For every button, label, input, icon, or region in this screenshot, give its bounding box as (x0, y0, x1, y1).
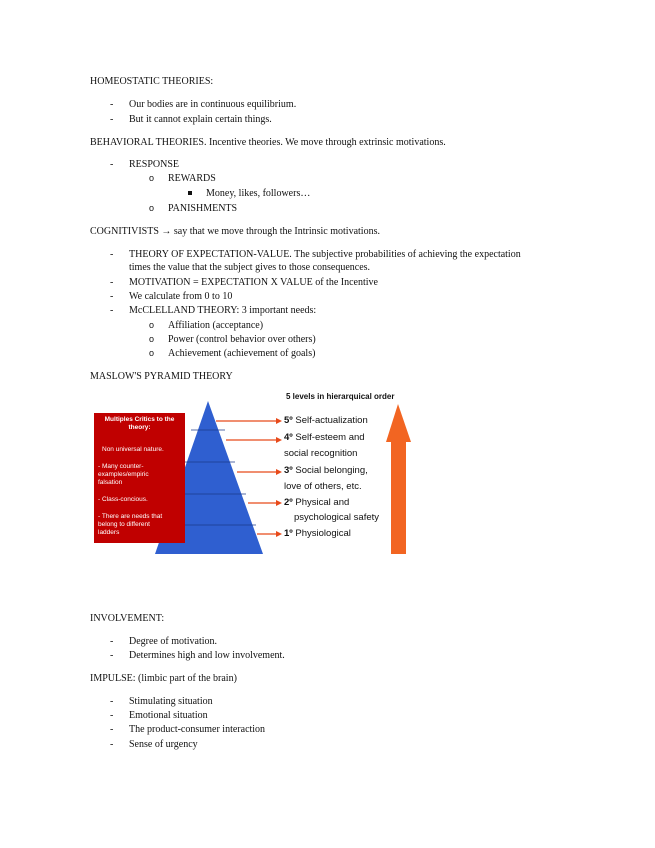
list-item: McCLELLAND THEORY: 3 important needs: (129, 305, 317, 316)
figure-title: 5 levels in hierarquical order (286, 392, 395, 401)
dash-bullet: - (110, 305, 114, 316)
level-label: Self-actualization (295, 415, 368, 426)
heading-maslow: MASLOW'S PYRAMID THEORY (90, 371, 233, 382)
level-number: 5º (284, 415, 293, 426)
critics-line: falsation (98, 479, 123, 486)
critics-title: Multiples Critics to the (104, 416, 175, 423)
circle-bullet-icon: o (149, 320, 155, 330)
dash-bullet: - (110, 249, 114, 260)
dash-bullet: - (110, 291, 114, 302)
circle-bullet-icon: o (149, 203, 155, 213)
list-item: Power (control behavior over others) (168, 334, 316, 345)
list-item: Affiliation (acceptance) (168, 320, 264, 331)
heading-involvement: INVOLVEMENT: (90, 613, 165, 624)
level-1 (284, 528, 351, 539)
circle-bullet-icon: o (149, 334, 155, 344)
list-item-continuation: times the value that the subject gives to those consequences. (129, 262, 371, 273)
level-4-cont (284, 448, 357, 459)
big-up-arrow-icon (386, 404, 411, 554)
critics-line: ladders (98, 529, 120, 536)
dash-bullet: - (110, 159, 114, 170)
heading-behavioral: BEHAVIORAL THEORIES. Incentive theories. We move through extrinsic motivations. (90, 137, 446, 148)
list-item: Determines high and low involvement. (129, 650, 285, 661)
dash-bullet: - (110, 650, 114, 661)
critics-line: - There are needs that (98, 513, 163, 520)
level-label: Social belonging, (295, 465, 368, 476)
list-item: Sense of urgency (129, 739, 198, 750)
level-number: 2º (284, 497, 293, 508)
dash-bullet: - (110, 277, 114, 288)
level-3-cont (284, 481, 362, 492)
critics-line: examples/empiric (98, 471, 149, 478)
level-number: 3º (284, 465, 293, 476)
list-item: THEORY OF EXPECTATION-VALUE. The subjective probabilities of achieving the expectation (129, 249, 521, 260)
dash-bullet: - (110, 710, 114, 721)
level-4 (284, 432, 365, 443)
level-number: 4º (284, 432, 293, 443)
circle-bullet-icon: o (149, 173, 155, 183)
dash-bullet: - (110, 636, 114, 647)
dash-bullet: - (110, 99, 114, 110)
level-number: 1º (284, 528, 293, 539)
list-item: We calculate from 0 to 10 (129, 291, 233, 302)
critics-line: Non universal nature. (102, 446, 164, 453)
list-item: The product-consumer interaction (129, 724, 266, 735)
list-item: REWARDS (168, 173, 216, 184)
level-3 (284, 465, 368, 476)
circle-bullet-icon: o (149, 348, 155, 358)
list-item: Stimulating situation (129, 696, 213, 707)
dash-bullet: - (110, 114, 114, 125)
list-item: Our bodies are in continuous equilibrium. (129, 99, 297, 110)
dash-bullet: - (110, 739, 114, 750)
level-label: Physical and (295, 497, 350, 508)
critics-line: belong to different (98, 521, 150, 528)
critics-title: theory: (128, 424, 151, 431)
level-label: Physiological (295, 528, 351, 539)
heading-homeostatic: HOMEOSTATIC THEORIES: (90, 76, 214, 87)
level-label: psychological safety (294, 512, 380, 523)
level-label: love of others, etc. (284, 481, 362, 492)
dash-bullet: - (110, 696, 114, 707)
critics-box (94, 413, 185, 543)
list-item: Emotional situation (129, 710, 208, 721)
list-item: But it cannot explain certain things. (129, 114, 272, 125)
critics-line: - Many counter- (98, 463, 144, 470)
critics-line: - Class-concious. (98, 496, 148, 503)
heading-impulse: IMPULSE: (limbic part of the brain) (90, 673, 237, 684)
list-item: Degree of motivation. (129, 636, 218, 647)
list-item: Money, likes, followers… (206, 188, 311, 199)
list-item: MOTIVATION = EXPECTATION X VALUE of the Incentive (129, 277, 378, 288)
heading-cognitivists: COGNITIVISTS → say that we move through the Intrinsic motivations. (90, 226, 380, 237)
level-5 (284, 415, 368, 426)
level-label: Self-esteem and (295, 432, 365, 443)
list-item: PANISHMENTS (168, 203, 238, 214)
level-2 (284, 497, 349, 508)
level-2-cont (294, 512, 379, 523)
list-item: Achievement (achievement of goals) (168, 348, 316, 359)
level-label: social recognition (284, 448, 358, 459)
dash-bullet: - (110, 724, 114, 735)
list-item: RESPONSE (129, 159, 180, 170)
